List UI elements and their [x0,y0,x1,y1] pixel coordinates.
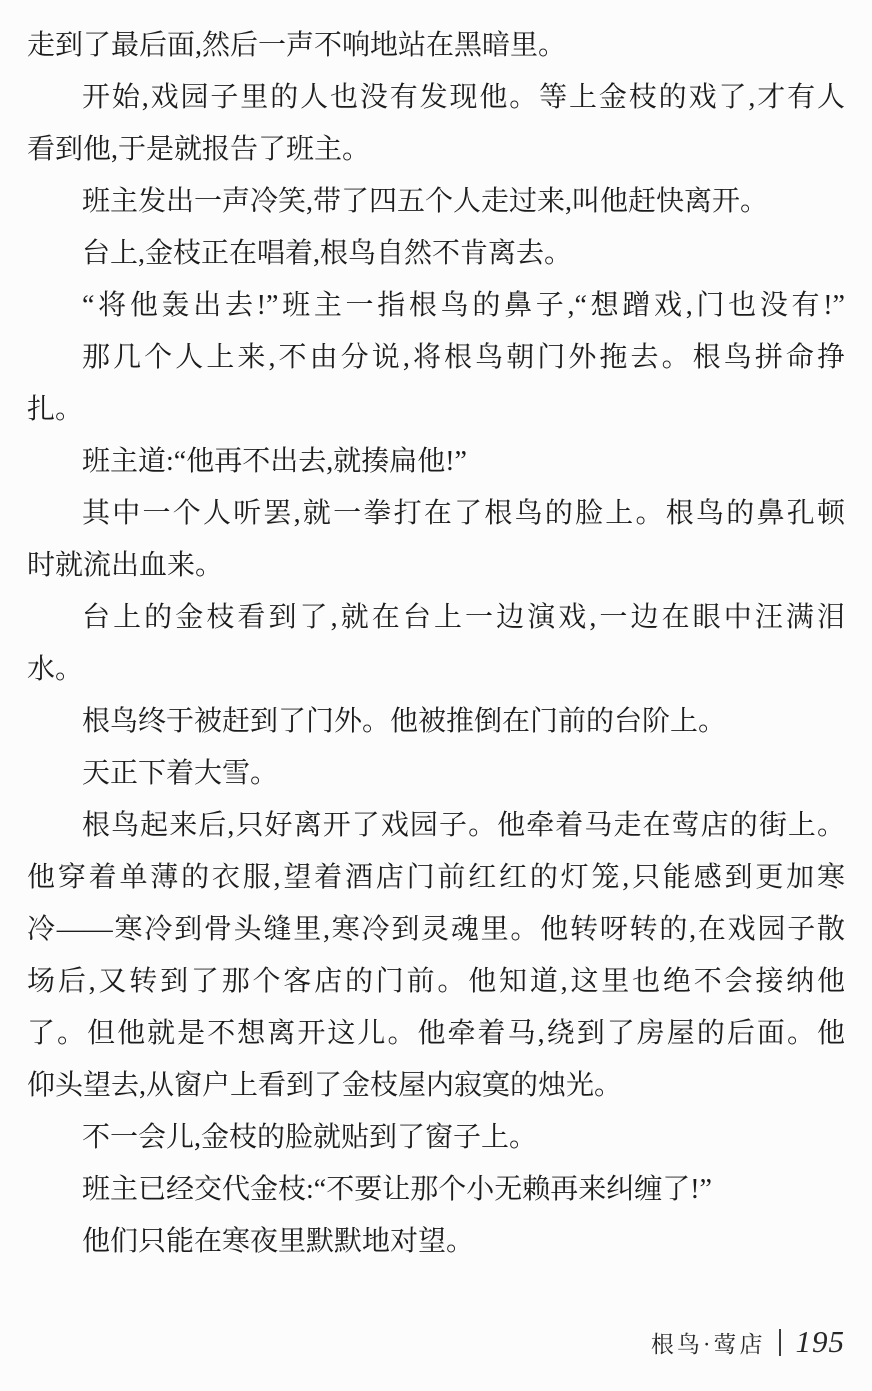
text-line: 根鸟起来后,只好离开了戏园子。他牵着马走在莺店的街上。 [82,810,845,841]
running-title: 根鸟·莺店 [650,1331,766,1357]
text-line: 台上的金枝看到了,就在台上一边演戏,一边在眼中汪满泪 [82,602,845,633]
text-line: 了。但他就是不想离开这儿。他牵着马,绕到了房屋的后面。他 [27,1018,845,1049]
footer-separator-bar [779,1329,781,1356]
text-line: 扎。 [27,394,84,425]
page-number: 195 [795,1324,845,1359]
text-line: 他们只能在寒夜里默默地对望。 [82,1226,475,1257]
text-line: 他穿着单薄的衣服,望着酒店门前红红的灯笼,只能感到更加寒 [27,862,845,893]
text-line: 台上,金枝正在唱着,根鸟自然不肯离去。 [82,238,573,269]
text-line: 冷——寒冷到骨头缝里,寒冷到灵魂里。他转呀转的,在戏园子散 [27,914,845,945]
page-footer [651,1322,845,1362]
text-line: 场后,又转到了那个客店的门前。他知道,这里也绝不会接纳他 [27,966,845,997]
text-line: “将他轰出去!”班主一指根鸟的鼻子,“想蹭戏,门也没有!” [82,290,845,321]
text-line: 走到了最后面,然后一声不响地站在黑暗里。 [27,30,567,61]
text-line: 开始,戏园子里的人也没有发现他。等上金枝的戏了,才有人 [82,82,845,113]
text-line: 水。 [27,654,84,685]
text-line: 班主道:“他再不出去,就揍扁他!” [82,446,467,477]
text-line: 那几个人上来,不由分说,将根鸟朝门外拖去。根鸟拼命挣 [82,342,845,373]
text-line: 不一会儿,金枝的脸就贴到了窗子上。 [82,1122,538,1153]
text-line: 看到他,于是就报告了班主。 [27,134,371,165]
text-line: 班主已经交代金枝:“不要让那个小无赖再来纠缠了!” [82,1174,712,1205]
text-line: 其中一个人听罢,就一拳打在了根鸟的脸上。根鸟的鼻孔顿 [82,498,845,529]
text-line: 时就流出血来。 [27,550,224,581]
text-line: 班主发出一声冷笑,带了四五个人走过来,叫他赶快离开。 [82,186,769,217]
text-line: 仰头望去,从窗户上看到了金枝屋内寂寞的烛光。 [27,1070,623,1101]
text-line: 根鸟终于被赶到了门外。他被推倒在门前的台阶上。 [82,706,727,737]
text-line: 天正下着大雪。 [82,758,279,789]
body-text [27,20,845,1268]
